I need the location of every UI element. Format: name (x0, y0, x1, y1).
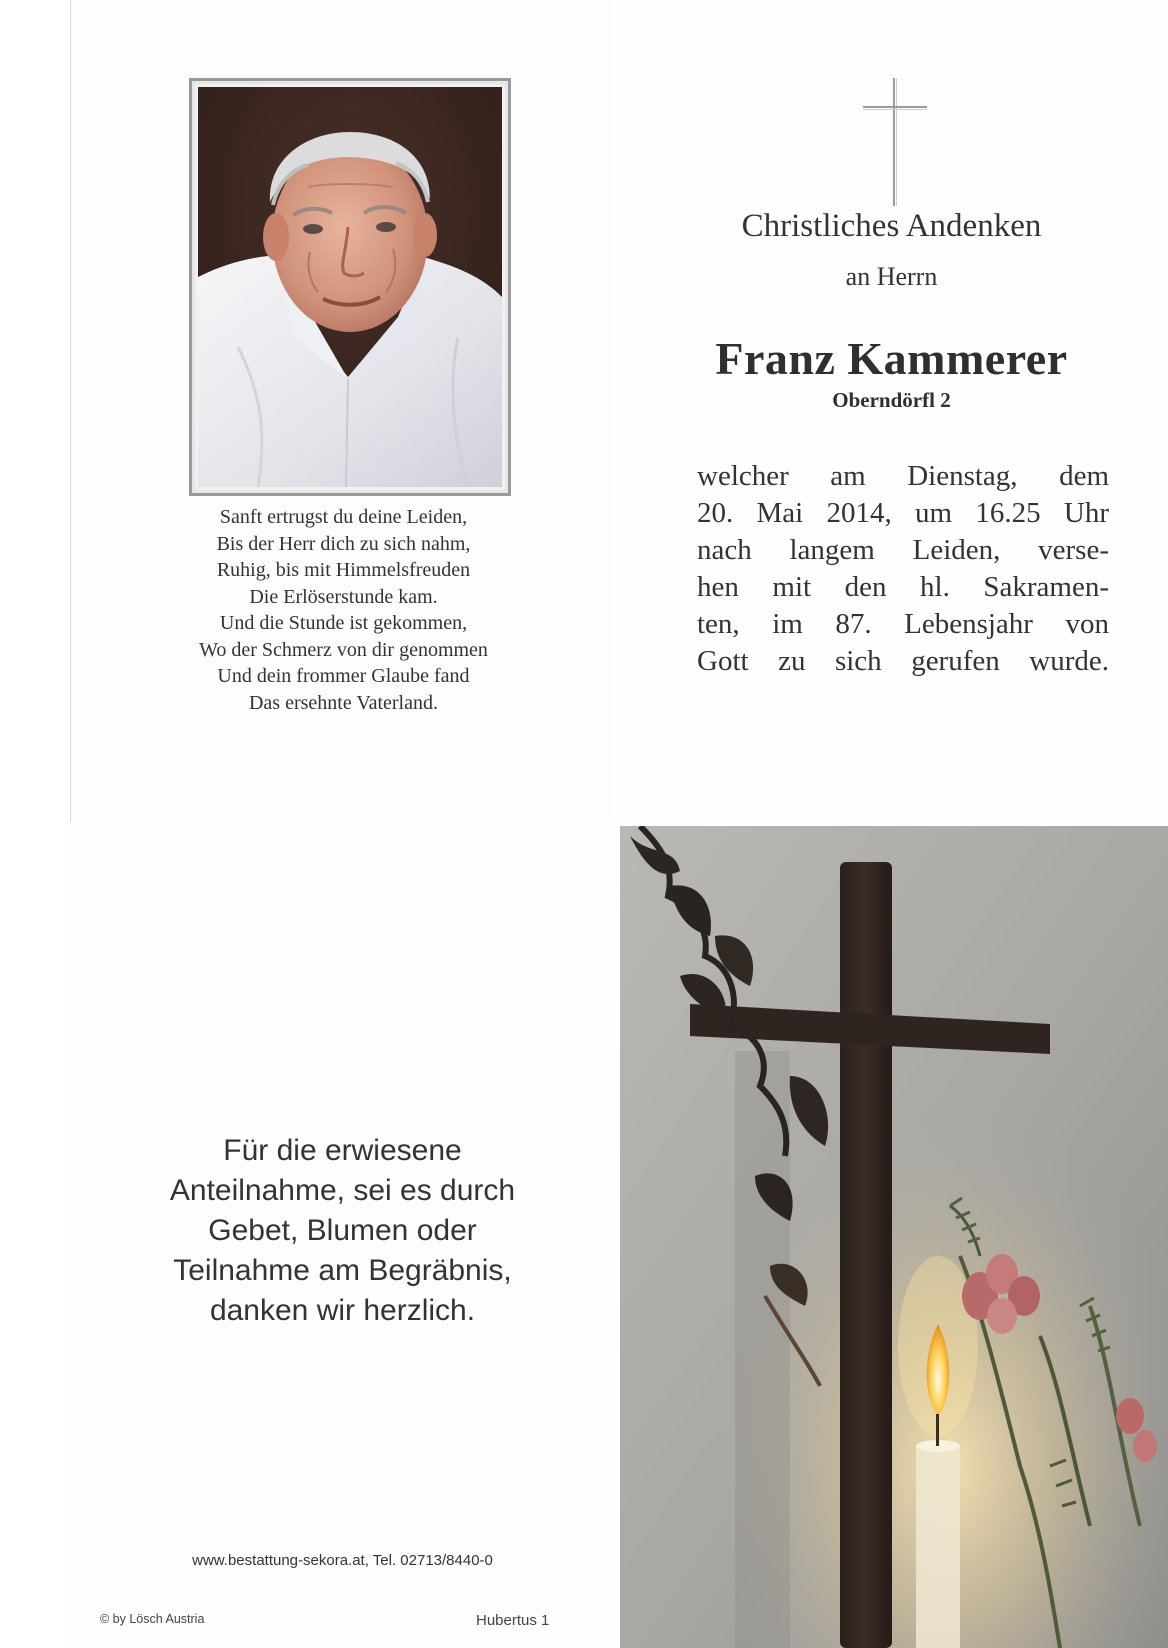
body-line: ten, im 87. Lebensjahr von (697, 608, 1109, 640)
card-model-name: Hubertus 1 (476, 1612, 550, 1629)
cross-candle-image (620, 826, 1168, 1648)
poem-line: Und dein frommer Glaube fand (217, 665, 470, 687)
thanks-line: Für die erwiesene (223, 1134, 462, 1167)
thanks-line: Teilnahme am Begräbnis, (173, 1254, 512, 1287)
thanks-line: danken wir herzlich. (209, 1294, 476, 1327)
poem-line: Wo der Schmerz von dir genommen (199, 638, 488, 661)
poem-line: Bis der Herr dich zu sich nahm, (216, 532, 471, 555)
portrait-frame (189, 78, 511, 496)
portrait-panel (70, 0, 616, 823)
portrait-photo (198, 87, 502, 487)
thanks-line: Anteilnahme, sei es durch (169, 1174, 516, 1207)
copyright-note: © by Lösch Austria (100, 1612, 205, 1626)
memorial-panel (615, 0, 1168, 823)
poem-line: Sanft ertrugst du deine Leiden, (219, 506, 468, 528)
deceased-name: Franz Kammerer (715, 333, 1068, 384)
poem-line: Ruhig, bis mit Himmelsfreuden (216, 559, 471, 581)
memorial-body (697, 458, 1109, 680)
body-line: hen mit den hl. Sakramen- (697, 571, 1109, 603)
memorial-heading: Christliches Andenken (741, 208, 1042, 244)
thanks-panel (70, 826, 615, 1648)
body-line: Gott zu sich gerufen wurde. (697, 645, 1109, 677)
poem-line: Und die Stunde ist gekommen, (219, 612, 468, 634)
body-line: nach langem Leiden, verse- (697, 534, 1109, 566)
poem-line: Das ersehnte Vaterland. (248, 691, 438, 714)
body-line: welcher am Dienstag, dem (697, 460, 1109, 492)
thanks-message (70, 1131, 615, 1331)
poem-line: Die Erlöserstunde kam. (249, 585, 438, 608)
body-line: 20. Mai 2014, um 16.25 Uhr (697, 497, 1109, 529)
thanks-line: Gebet, Blumen oder (208, 1214, 477, 1247)
cross-icon (863, 78, 927, 206)
funeral-home-contact: www.bestattung-sekora.at, Tel. 02713/8440-0 (192, 1552, 493, 1569)
deceased-address: Oberndörfl 2 (832, 388, 951, 412)
memorial-subheading: an Herrn (845, 262, 938, 291)
poem (71, 504, 616, 716)
